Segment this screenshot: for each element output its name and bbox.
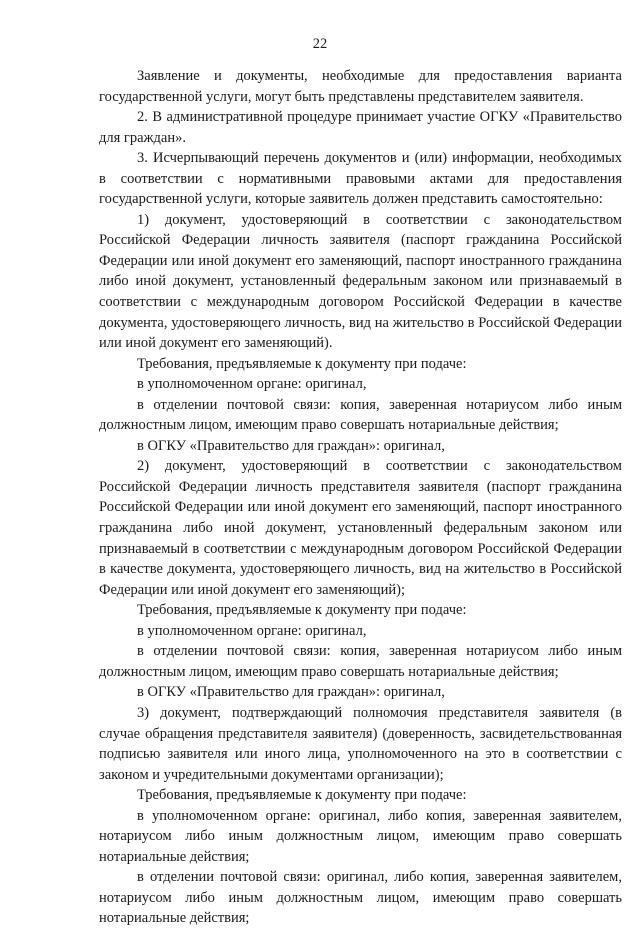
requirement-authority-1: в уполномоченном органе: оригинал,: [137, 376, 367, 393]
paragraph-item-2: 2. В административной процедуре принимает участие ОГКУ «Правительство для граждан».: [99, 109, 622, 146]
requirement-authority-3: в уполномоченном органе: оригинал, либо копия, заверенная заявителем, нотариусом либо иным должностным лицом, имеющим право совершать нотариальные действия;: [99, 807, 622, 865]
page-number: 22: [312, 36, 328, 52]
requirement-post-2: в отделении почтовой связи: копия, заверенная нотариусом либо иным должностным лицом, имеющим право совершать нотариальные действия;: [99, 643, 622, 680]
document-body: [99, 66, 622, 929]
requirement-ogku-1: в ОГКУ «Правительство для граждан»: оригинал,: [137, 437, 445, 454]
requirement-post-3: в отделении почтовой связи: оригинал, либо копия, заверенная заявителем, нотариусом либо иным должностным лицом, имеющим право совершать нотариальные действия;: [99, 869, 622, 927]
document-3-description: 3) документ, подтверждающий полномочия представителя заявителя (в случае обращения представителя заявителя) (доверенность, засвидетельствованная подписью заявителя или иного лица, уполномоченного на это в соответствии с законом и учредительными документами организации);: [99, 704, 622, 783]
requirements-heading-3: Требования, предъявляемые к документу при подаче:: [137, 787, 467, 804]
document-1-description: 1) документ, удостоверяющий в соответствии с законодательством Российской Федерации личность заявителя (паспорт гражданина Российской Федерации или иной документ его заменяющий, паспорт иностранного гражданина либо иной документ, установленный федеральным законом или признаваемый в соответствии с международным договором Российской Федерации в качестве документа, удостоверяющего личность, вид на жительство в Российской Федерации или иной документ его заменяющий).: [99, 211, 622, 352]
requirement-authority-2: в уполномоченном органе: оригинал,: [137, 622, 367, 639]
paragraph-intro: Заявление и документы, необходимые для предоставления варианта государственной услуги, могут быть представлены представителем заявителя.: [99, 68, 622, 105]
requirements-heading-1: Требования, предъявляемые к документу при подаче:: [137, 355, 467, 372]
requirement-post-1: в отделении почтовой связи: копия, заверенная нотариусом либо иным должностным лицом, имеющим право совершать нотариальные действия;: [99, 396, 622, 434]
requirements-heading-2: Требования, предъявляемые к документу при подаче:: [137, 602, 467, 619]
document-2-description: 2) документ, удостоверяющий в соответствии с законодательством Российской Федерации личность представителя заявителя (паспорт гражданина Российской Федерации или иной документ его заменяющий, паспорт иностранного гражданина либо иной документ, установленный федеральным законом или признаваемый в соответствии с международным договором Российской Федерации в качестве документа, удостоверяющего личность, вид на жительство в Российской Федерации или иной документ его заменяющий);: [99, 458, 622, 598]
requirement-ogku-2: в ОГКУ «Правительство для граждан»: оригинал,: [137, 684, 445, 701]
paragraph-item-3: 3. Исчерпывающий перечень документов и (или) информации, необходимых в соответствии с нормативными правовыми актами для предоставления государственной услуги, которые заявитель должен представить самостоятельно:: [99, 150, 622, 208]
